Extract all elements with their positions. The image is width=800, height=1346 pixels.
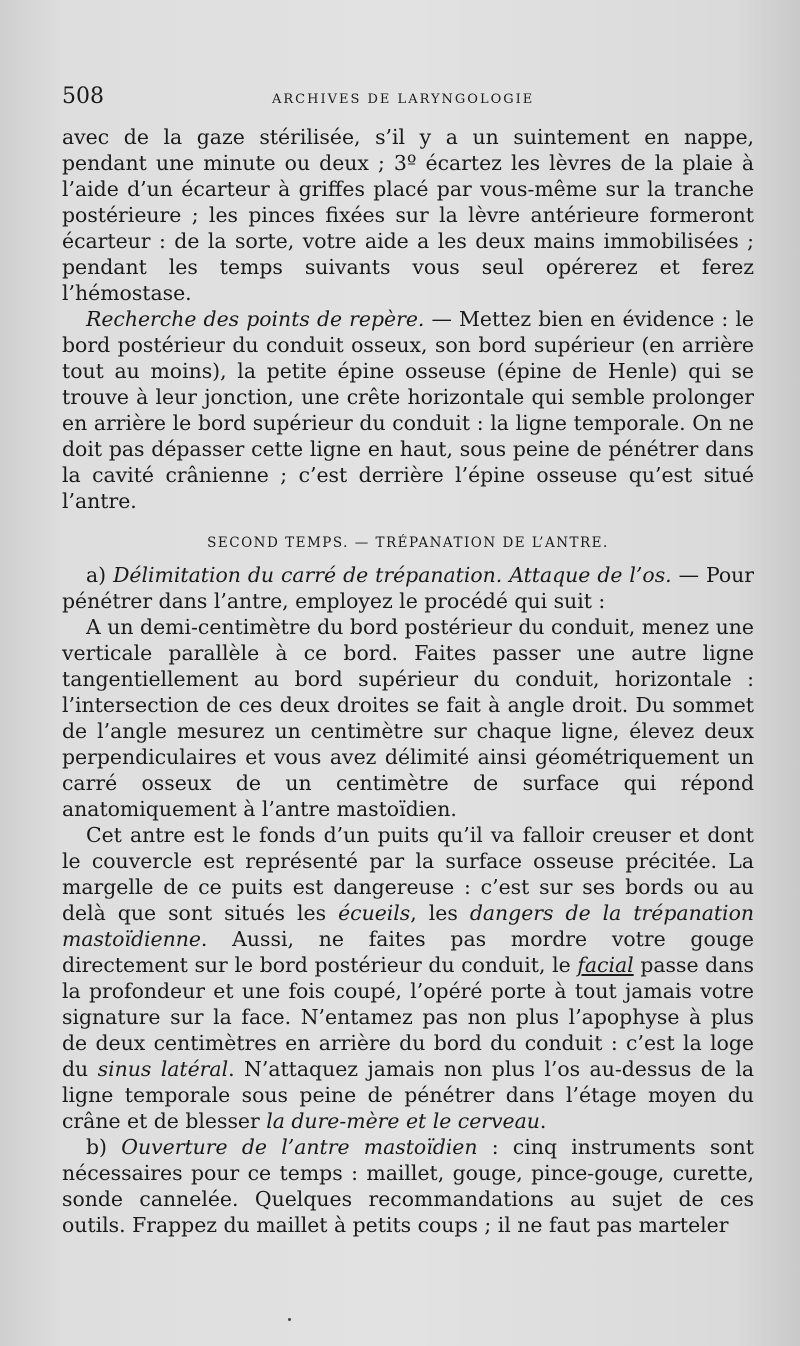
antre-facial: facial — [577, 953, 634, 977]
antre-ecueils: écueils — [338, 901, 411, 925]
paragraph-a — [62, 562, 754, 614]
paragraph-demi-centimetre: A un demi-centimètre du bord postérieur du conduit, menez une verticale parallèle à ce bord. Faites passer une autre ligne tangentiellement au bord supérieur du conduit, horizontale : l’intersection de ces deux droites se fait à angle droit. Du sommet de l’angle mesurez un centimètre sur chaque ligne, élevez deux perpendiculaires et vous avez délimité ainsi géométriquement un carré osseux de un centimètre de surface qui répond anatomiquement à l’antre mastoïdien. — [62, 615, 754, 821]
section-heading: SECOND TEMPS. — TRÉPANATION DE L’ANTRE. — [207, 535, 609, 551]
item-b-label: b) — [86, 1135, 122, 1159]
antre-sinus: sinus latéral — [97, 1057, 229, 1081]
antre-text-1: Cet antre est le fonds d’un puits qu’il va falloir creuser et dont le couvercle est représenté par la surface osseuse précitée. La margelle de ce puits est dangereuse : c’est sur ses bords ou au delà que sont situés les — [62, 823, 754, 925]
antre-text-2: , les — [410, 901, 470, 925]
subheading-a: Délimitation du carré de trépanation. Attaque de l’os. — [113, 563, 672, 587]
paragraph-reperes-text: — Mettez bien en évidence : le bord postérieur du conduit osseux, son bord supérieur (en arrière tout au moins), la petite épine osseuse (épine de Henle) qui se trouve à leur jonction, une crête horizontale qui semble prolonger en arrière le bord supérieur du conduit : la ligne temporale. On ne doit pas dépasser cette ligne en haut, sous peine de pénétrer dans la cavité crânienne ; c’est derrière l’épine osseuse qu’est situé l’antre. — [62, 307, 754, 513]
subheading-reperes: Recherche des points de repère. — [86, 307, 425, 331]
page-number: 508 — [62, 84, 104, 109]
page — [62, 84, 754, 1238]
antre-text-4: passe dans la profondeur et une fois coupé, l’opéré porte à tout jamais votre signature sur la face. N’entamez pas non plus l’apophyse à plus de deux centimètres en arrière du bord du conduit : c’est la loge du — [62, 953, 754, 1081]
page-header — [62, 84, 754, 118]
running-title: ARCHIVES DE LARYNGOLOGIE — [272, 92, 535, 107]
antre-text-5: . N’attaquez jamais non plus l’os au-dessus de la ligne temporale sous peine de pénétrer dans l’étage moyen du crâne et de blesser — [62, 1057, 754, 1133]
paragraph-continuation: avec de la gaze stérilisée, s’il y a un suintement en nappe, pendant une minute ou deux ; 3º écartez les lèvres de la plaie à l’aide d’un écarteur à griffes placé par vous-même sur la tranche postérieure ; les pinces fixées sur la lèvre antérieure formeront écarteur : de la sorte, votre aide a les deux mains immobilisées ; pendant les temps suivants vous seul opérerez et ferez l’hémostase. — [62, 125, 754, 305]
antre-dure-mere: la dure-mère et le cerveau — [266, 1109, 540, 1133]
paragraph-b — [62, 1134, 754, 1238]
print-speck — [288, 1318, 291, 1321]
subheading-b: Ouverture de l’antre mastoïdien — [121, 1135, 478, 1159]
antre-text-3: . Aussi, ne faites pas mordre votre gouge directement sur le bord postérieur du conduit, le — [62, 927, 754, 977]
paragraph-a-text: — Pour pénétrer dans l’antre, employez le procédé qui suit : — [62, 563, 754, 613]
paragraph-antre — [62, 822, 754, 1134]
paragraph-reperes — [62, 306, 754, 514]
paragraph-b-text: : cinq instruments sont nécessaires pour ce temps : maillet, gouge, pince-gouge, curette, sonde cannelée. Quelques recommandations au sujet de ces outils. Frappez du maillet à petits coups ; il ne faut pas marteler — [62, 1135, 754, 1237]
body-text — [62, 124, 754, 1238]
antre-dangers: dangers de la trépanation mastoïdienne — [62, 901, 754, 951]
antre-text-6: . — [539, 1109, 547, 1133]
item-a-label: a) — [86, 563, 114, 587]
